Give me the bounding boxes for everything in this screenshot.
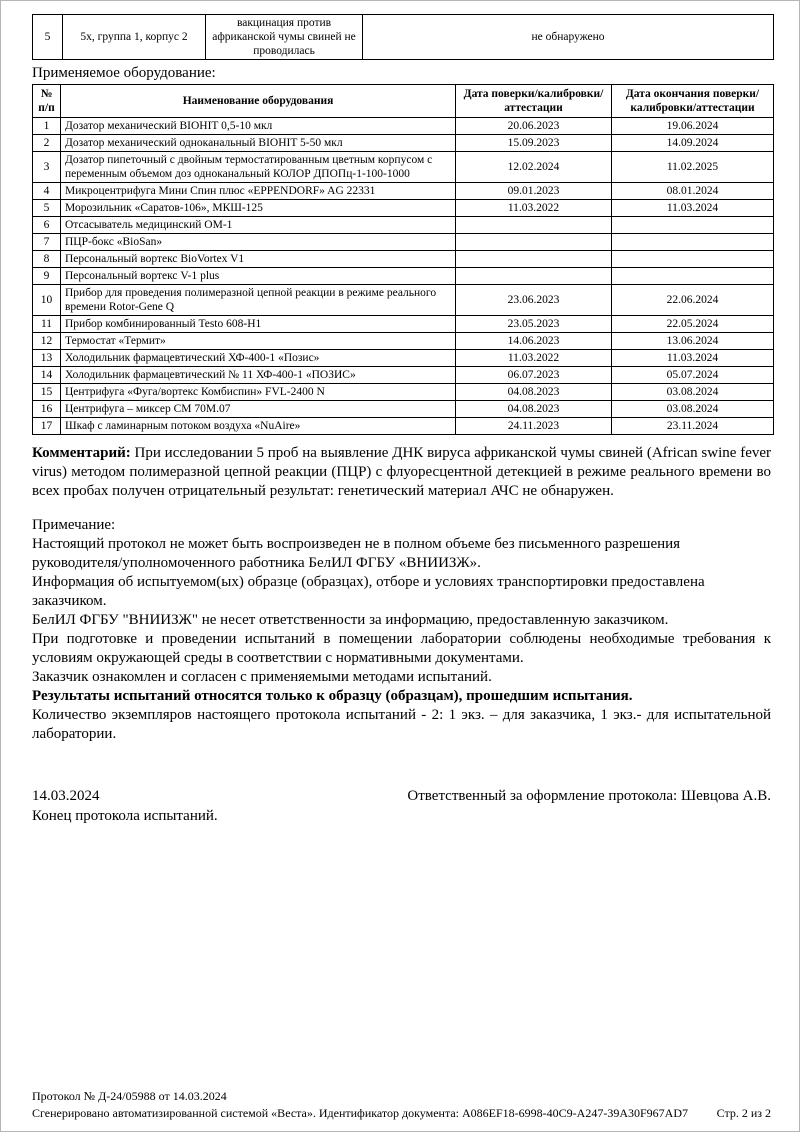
- table-cell: Дозатор пипеточный с двойным термостатированным цветным корпусом с переменным объемом доз одноканальный КОЛОР ДПОПц-1-100-1000: [61, 152, 456, 183]
- sample-description-cell: 5х, группа 1, корпус 2: [63, 15, 206, 60]
- table-cell: Микроцентрифуга Мини Спин плюс «EPPENDORF» AG 22331: [61, 183, 456, 200]
- table-row: [33, 316, 774, 333]
- table-row: [33, 118, 774, 135]
- footer-protocol-number: Протокол № Д-24/05988 от 14.03.2024: [32, 1089, 227, 1103]
- table-cell: 12.02.2024: [456, 152, 612, 183]
- table-cell: Шкаф с ламинарным потоком воздуха «NuAire»: [61, 418, 456, 435]
- note-line: При подготовке и проведении испытаний в помещении лаборатории соблюдены необходимые требования к условиям окружающей среды в соответствии с нормативными документами.: [32, 631, 771, 667]
- table-cell: Дозатор механический BIOHIT 0,5-10 мкл: [61, 118, 456, 135]
- protocol-date: 14.03.2024: [32, 788, 100, 805]
- table-cell: 14.06.2023: [456, 333, 612, 350]
- sample-results-table: [32, 14, 774, 60]
- footer-page-number: Стр. 2 из 2: [716, 1106, 771, 1120]
- note-line: Настоящий протокол не может быть воспроизведен не в полном объеме без письменного разрешения руководителя/уполномоченного работника БелИЛ ФГБУ «ВНИИЗЖ».: [32, 536, 681, 572]
- table-cell: Холодильник фармацевтический № 11 ХФ-400-1 «ПОЗИС»: [61, 367, 456, 384]
- table-cell: 11.03.2024: [612, 200, 774, 217]
- table-cell: 22.06.2024: [612, 285, 774, 316]
- table-cell: 05.07.2024: [612, 367, 774, 384]
- table-cell: 03.08.2024: [612, 401, 774, 418]
- table-cell: 7: [33, 234, 61, 251]
- table-row: [33, 350, 774, 367]
- sample-number-cell: 5: [33, 15, 63, 60]
- table-cell: 13: [33, 350, 61, 367]
- table-cell: Прибор для проведения полимеразной цепной реакции в режиме реального времени Rotor-Gene Q: [61, 285, 456, 316]
- sample-result-cell: не обнаружено: [363, 15, 774, 60]
- column-header-date-end: Дата окончания поверки/калибровки/аттестации: [612, 85, 774, 118]
- results-scope-statement: Результаты испытаний относятся только к образцу (образцам), прошедшим испытания.: [32, 688, 633, 705]
- table-cell: Центрифуга «Фуга/вортекс Комбиспин» FVL-2400 N: [61, 384, 456, 401]
- table-cell: 23.11.2024: [612, 418, 774, 435]
- table-cell: 17: [33, 418, 61, 435]
- table-cell: [612, 251, 774, 268]
- note-line: Заказчик ознакомлен и согласен с применяемыми методами испытаний.: [32, 669, 492, 686]
- table-row: [33, 333, 774, 350]
- equipment-table-header-row: [33, 85, 774, 118]
- table-cell: [612, 234, 774, 251]
- table-cell: [456, 234, 612, 251]
- table-cell: Персональный вортекс BioVortex V1: [61, 251, 456, 268]
- document-content: [1, 1, 799, 826]
- table-row: [33, 234, 774, 251]
- table-row: [33, 135, 774, 152]
- table-cell: 04.08.2023: [456, 401, 612, 418]
- table-cell: 8: [33, 251, 61, 268]
- table-row: [33, 200, 774, 217]
- table-cell: 11.02.2025: [612, 152, 774, 183]
- table-row: [33, 268, 774, 285]
- table-cell: [612, 268, 774, 285]
- table-cell: 11.03.2022: [456, 350, 612, 367]
- table-cell: 16: [33, 401, 61, 418]
- table-cell: 23.06.2023: [456, 285, 612, 316]
- copies-statement: Количество экземпляров настоящего протокола испытаний - 2: 1 экз. – для заказчика, 1 экз.- для испытательной лаборатории.: [32, 707, 771, 743]
- table-row: [33, 285, 774, 316]
- table-cell: 1: [33, 118, 61, 135]
- table-cell: 2: [33, 135, 61, 152]
- table-cell: 13.06.2024: [612, 333, 774, 350]
- table-cell: 19.06.2024: [612, 118, 774, 135]
- signoff-row: [32, 787, 771, 806]
- table-cell: 10: [33, 285, 61, 316]
- comment-text: При исследовании 5 проб на выявление ДНК вируса африканской чумы свиней (African swine fever virus) методом полимеразной цепной реакции (ПЦР) с флуоресцентной детекцией в режиме реального времени во всех пробах получен отрицательный результат: генетический материал АЧС не обнаружен.: [32, 445, 772, 500]
- footer-generated-line: [32, 1105, 771, 1122]
- table-cell: Персональный вортекс V-1 plus: [61, 268, 456, 285]
- comment-label: Комментарий:: [32, 445, 131, 462]
- table-cell: 04.08.2023: [456, 384, 612, 401]
- table-cell: 12: [33, 333, 61, 350]
- table-cell: 03.08.2024: [612, 384, 774, 401]
- table-cell: Морозильник «Саратов-106», МКШ-125: [61, 200, 456, 217]
- table-cell: 22.05.2024: [612, 316, 774, 333]
- table-cell: 06.07.2023: [456, 367, 612, 384]
- table-cell: ПЦР-бокс «BioSan»: [61, 234, 456, 251]
- page-footer: [32, 1088, 771, 1122]
- sample-vaccination-cell: вакцинация против африканской чумы свиней не проводилась: [206, 15, 363, 60]
- equipment-table: [32, 84, 774, 435]
- column-header-num: № п/п: [33, 85, 61, 118]
- table-cell: 23.05.2023: [456, 316, 612, 333]
- equipment-table-body: [33, 118, 774, 435]
- table-cell: [456, 251, 612, 268]
- table-cell: 08.01.2024: [612, 183, 774, 200]
- table-row: [33, 183, 774, 200]
- equipment-section-heading: Применяемое оборудование:: [32, 65, 216, 82]
- table-cell: [456, 268, 612, 285]
- table-cell: 5: [33, 200, 61, 217]
- table-cell: 09.01.2023: [456, 183, 612, 200]
- table-row: [33, 251, 774, 268]
- table-cell: 15.09.2023: [456, 135, 612, 152]
- end-of-protocol-line: Конец протокола испытаний.: [32, 808, 218, 825]
- table-cell: Термостат «Термит»: [61, 333, 456, 350]
- table-cell: 11: [33, 316, 61, 333]
- comment-paragraph: [32, 444, 771, 501]
- table-cell: Центрифуга – миксер СМ 70М.07: [61, 401, 456, 418]
- table-row: [33, 401, 774, 418]
- table-cell: 14.09.2024: [612, 135, 774, 152]
- table-row: [33, 367, 774, 384]
- table-cell: 14: [33, 367, 61, 384]
- table-row: [33, 418, 774, 435]
- column-header-date-start: Дата поверки/калибровки/аттестации: [456, 85, 612, 118]
- table-cell: [456, 217, 612, 234]
- table-cell: 3: [33, 152, 61, 183]
- column-header-name: Наименование оборудования: [61, 85, 456, 118]
- table-cell: Холодильник фармацевтический ХФ-400-1 «Позис»: [61, 350, 456, 367]
- table-cell: Дозатор механический одноканальный BIOHIT 5-50 мкл: [61, 135, 456, 152]
- table-row: [33, 384, 774, 401]
- table-cell: 15: [33, 384, 61, 401]
- note-line: БелИЛ ФГБУ "ВНИИЗЖ" не несет ответственности за информацию, предоставленную заказчиком.: [32, 612, 669, 629]
- table-cell: [612, 217, 774, 234]
- table-cell: 4: [33, 183, 61, 200]
- table-cell: 20.06.2023: [456, 118, 612, 135]
- table-row: [33, 15, 774, 60]
- table-cell: 9: [33, 268, 61, 285]
- table-cell: 11.03.2022: [456, 200, 612, 217]
- table-cell: Отсасыватель медицинский ОМ-1: [61, 217, 456, 234]
- note-block: [32, 516, 771, 744]
- table-cell: 6: [33, 217, 61, 234]
- note-line: Информация об испытуемом(ых) образце (образцах), отборе и условиях транспортировки предоставлена заказчиком.: [32, 574, 705, 610]
- table-row: [33, 217, 774, 234]
- footer-generator-text: Сгенерировано автоматизированной системой «Веста». Идентификатор документа: A086EF18-6998-40C9-A247-39A30F967AD7: [32, 1106, 688, 1120]
- note-label: Примечание:: [32, 517, 116, 534]
- table-cell: 11.03.2024: [612, 350, 774, 367]
- table-cell: Прибор комбинированный Testo 608-H1: [61, 316, 456, 333]
- responsible-person: Ответственный за оформление протокола: Шевцова А.В.: [407, 788, 771, 805]
- table-row: [33, 152, 774, 183]
- table-cell: 24.11.2023: [456, 418, 612, 435]
